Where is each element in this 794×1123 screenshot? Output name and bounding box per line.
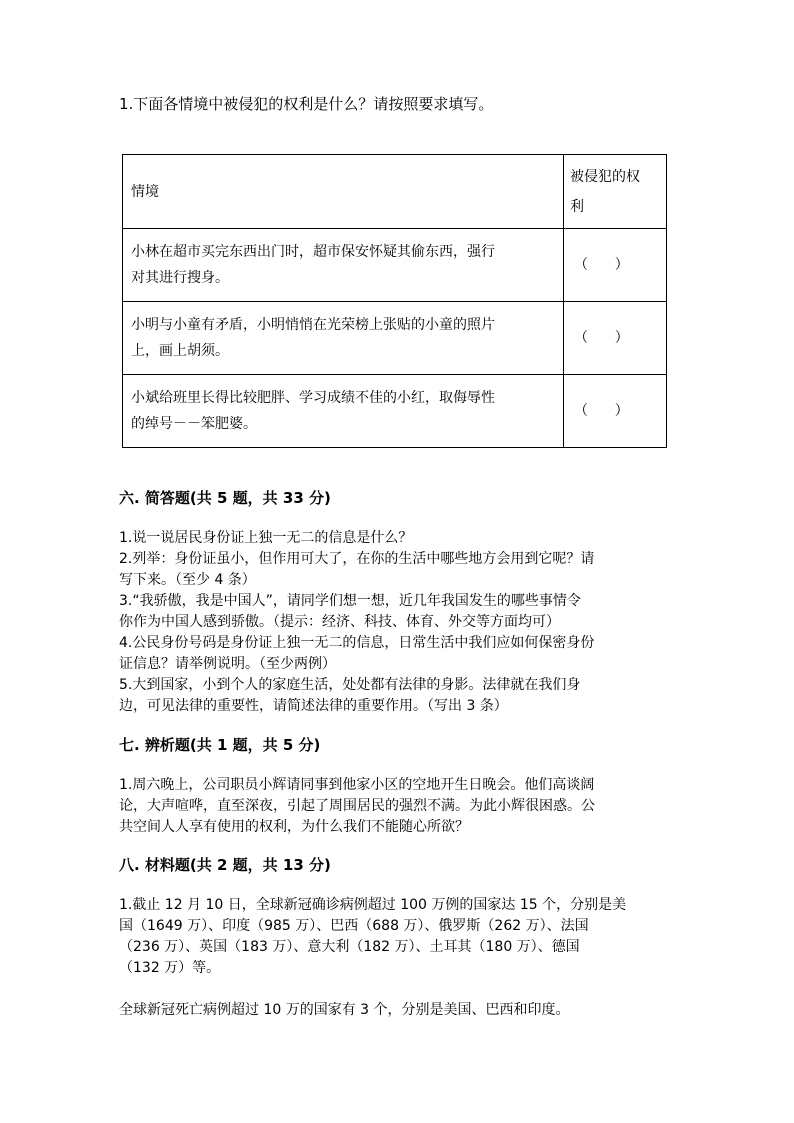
situation-line-2: 上，画上胡须。 [131, 343, 229, 359]
situation-line-1: 小斌给班里长得比较肥胖、学习成绩不佳的小红，取侮辱性 [131, 390, 495, 406]
situation-line-1: 小林在超市买完东西出门时，超市保安怀疑其偷东西，强行 [131, 244, 495, 260]
header-right-line-2: 利 [570, 198, 584, 215]
situation-cell [123, 229, 564, 302]
material-line: 国（1649 万）、印度（985 万）、巴西（688 万）、俄罗斯（262 万）、法国 [119, 918, 589, 934]
header-violated-right [564, 155, 667, 229]
question-line: 2.列举：身份证虽小，但作用可大了，在你的生活中哪些地方会用到它呢？请 [119, 551, 595, 567]
answer-cell[interactable] [564, 229, 667, 302]
question-line: 4.公民身份号码是身份证上独一无二的信息，日常生活中我们应如何保密身份 [119, 635, 595, 651]
table-row [123, 375, 667, 448]
situation-line-2: 对其进行搜身。 [131, 270, 229, 286]
situation-line-2: 的绰号－－笨肥婆。 [131, 416, 257, 432]
question-line: 写下来。（至少 4 条） [119, 572, 256, 588]
section-short-answer [119, 488, 679, 717]
situation-line-1: 小明与小童有矛盾，小明悄悄在光荣榜上张贴的小童的照片 [131, 317, 495, 333]
situation-cell [123, 375, 564, 448]
table-header-row [123, 155, 667, 229]
header-situation: 情境 [123, 155, 564, 229]
question-line: 5.大到国家，小到个人的家庭生活，处处都有法律的身影。法律就在我们身 [119, 677, 581, 693]
section-title: 六. 简答题(共 5 题，共 33 分) [119, 489, 331, 507]
question-line: 共空间人人享有使用的权利，为什么我们不能随心所欲？ [119, 819, 469, 835]
table-row [123, 302, 667, 375]
answer-blank[interactable]: （ ） [574, 330, 629, 346]
material-line: （236 万）、英国（183 万）、意大利（182 万）、土耳其（180 万）、德国 [119, 939, 580, 955]
answer-blank[interactable]: （ ） [574, 403, 629, 419]
answer-blank[interactable]: （ ） [574, 257, 629, 273]
question-line: 你作为中国人感到骄傲。（提示：经济、科技、体育、外交等方面均可） [119, 614, 560, 630]
section-title: 八. 材料题(共 2 题，共 13 分) [119, 856, 331, 874]
situation-cell [123, 302, 564, 375]
header-right-line-1: 被侵犯的权 [570, 168, 640, 185]
material-line: 1.截止 12 月 10 日，全球新冠确诊病例超过 100 万例的国家达 15 个，分别是美 [119, 897, 627, 913]
situation-table [122, 154, 667, 448]
question-line: 论，大声喧哗，直至深夜，引起了周围居民的强烈不满。为此小辉很困惑。公 [119, 798, 595, 814]
material-line: 全球新冠死亡病例超过 10 万的国家有 3 个，分别是美国、巴西和印度。 [119, 1002, 570, 1018]
question-line: 边，可见法律的重要性，请简述法律的重要作用。（写出 3 条） [119, 698, 508, 714]
table-row [123, 229, 667, 302]
question-line: 3.“我骄傲，我是中国人”，请同学们想一想，近几年我国发生的哪些事情令 [119, 593, 581, 609]
section-analysis [119, 735, 679, 838]
answer-cell[interactable] [564, 302, 667, 375]
question-line: 证信息？请举例说明。（至少两例） [119, 656, 336, 672]
question-line: 1.说一说居民身份证上独一无二的信息是什么？ [119, 530, 413, 546]
section-material [119, 855, 679, 1021]
section-title: 七. 辨析题(共 1 题，共 5 分) [119, 736, 321, 754]
material-line: （132 万）等。 [119, 960, 221, 976]
question-line: 1.周六晚上，公司职员小辉请同事到他家小区的空地开生日晚会。他们高谈阔 [119, 777, 595, 793]
question-intro: 1.下面各情境中被侵犯的权利是什么？请按照要求填写。 [119, 95, 494, 113]
answer-cell[interactable] [564, 375, 667, 448]
